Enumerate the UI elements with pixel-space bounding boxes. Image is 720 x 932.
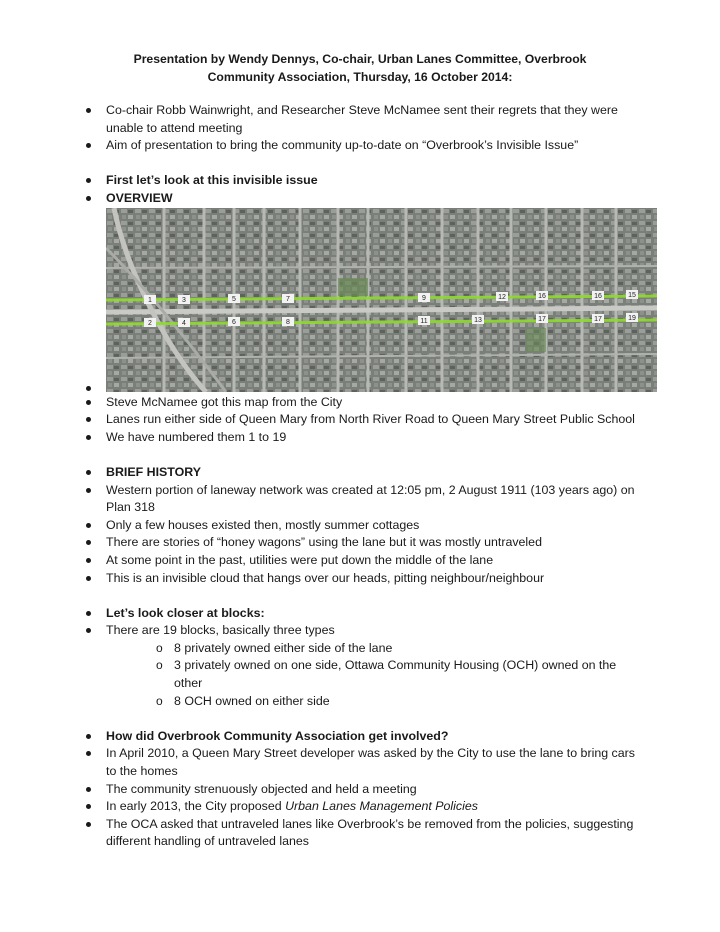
list-item: Steve McNamee got this map from the City <box>86 394 646 412</box>
bullet-icon <box>86 804 91 809</box>
document-title <box>120 51 600 86</box>
policy-title: Urban Lanes Management Policies <box>285 799 478 814</box>
circle-bullet-icon: o <box>156 658 163 673</box>
map-label: 19 <box>628 314 636 322</box>
bullet-icon <box>86 470 91 475</box>
map-label: 12 <box>498 293 506 301</box>
aerial-map-image <box>106 208 657 392</box>
bullet-icon <box>86 143 91 148</box>
map-label: 16 <box>538 292 546 300</box>
bullet-icon <box>86 787 91 792</box>
map-label: 3 <box>182 296 186 304</box>
sub-list-item: o 8 privately owned either side of the lane <box>86 640 646 658</box>
map-label: 13 <box>474 316 482 324</box>
bullet-icon <box>86 540 91 545</box>
map-label: 2 <box>148 319 152 327</box>
bullet-list <box>86 102 646 851</box>
list-item: In early 2013, the City proposed Urban Lanes Management Policies <box>86 798 646 816</box>
section-heading-blocks: Let’s look closer at blocks: <box>86 605 646 623</box>
list-item: Only a few houses existed then, mostly summer cottages <box>86 517 646 535</box>
list-item: There are 19 blocks, basically three types <box>86 622 646 640</box>
title-line-2: Community Association, Thursday, 16 October 2014: <box>207 69 513 84</box>
bullet-icon <box>86 751 91 756</box>
list-item: At some point in the past, utilities were put down the middle of the lane <box>86 552 646 570</box>
section-heading-first-look: First let’s look at this invisible issue <box>86 172 646 190</box>
list-item: We have numbered them 1 to 19 <box>86 429 646 447</box>
bullet-icon <box>86 400 91 405</box>
bullet-icon <box>86 488 91 493</box>
list-item: Lanes run either side of Queen Mary from North River Road to Queen Mary Street Public School <box>86 411 646 429</box>
sub-list-item: o 8 OCH owned on either side <box>86 693 646 711</box>
bullet-icon <box>86 196 91 201</box>
list-item: Co-chair Robb Wainwright, and Researcher Steve McNamee sent their regrets that they were unable to attend meeting <box>86 102 646 137</box>
map-label: 17 <box>594 315 602 323</box>
list-item: The community strenuously objected and held a meeting <box>86 781 646 799</box>
map-label: 11 <box>420 317 428 325</box>
list-item: Western portion of laneway network was created at 12:05 pm, 2 August 1911 (103 years ago) on Plan 318 <box>86 482 646 517</box>
bullet-icon <box>86 734 91 739</box>
list-item: The OCA asked that untraveled lanes like Overbrook’s be removed from the policies, suggesting different handling of untraveled lanes <box>86 816 646 851</box>
map-label: 6 <box>232 318 236 326</box>
bullet-icon <box>86 435 91 440</box>
map-label: 9 <box>422 294 426 302</box>
circle-bullet-icon: o <box>156 640 163 655</box>
bullet-icon <box>86 108 91 113</box>
list-item: In April 2010, a Queen Mary Street developer was asked by the City to use the lane to bring cars to the homes <box>86 745 646 780</box>
bullet-icon <box>86 523 91 528</box>
bullet-icon <box>86 611 91 616</box>
map-label: 4 <box>182 319 186 327</box>
bullet-icon <box>86 576 91 581</box>
map-label: 1 <box>148 296 152 304</box>
sub-list-item: o 3 privately owned on one side, Ottawa Community Housing (OCH) owned on the other <box>156 658 617 691</box>
bullet-icon <box>86 558 91 563</box>
bullet-icon <box>86 628 91 633</box>
title-line-1: Presentation by Wendy Dennys, Co-chair, Urban Lanes Committee, Overbrook <box>133 52 587 66</box>
map-label: 5 <box>232 295 236 303</box>
list-item: There are stories of “honey wagons” using the lane but it was mostly untraveled <box>86 534 646 552</box>
map-list-item <box>86 208 646 394</box>
aerial-map-graphic <box>106 208 657 392</box>
bullet-icon <box>86 178 91 183</box>
map-label: 8 <box>286 318 290 326</box>
bullet-icon <box>86 822 91 827</box>
section-heading-overview: OVERVIEW <box>86 190 646 208</box>
section-heading-oca: How did Overbrook Community Association get involved? <box>86 728 646 746</box>
section-heading-history: BRIEF HISTORY <box>86 464 646 482</box>
bullet-icon <box>86 386 91 391</box>
list-item: This is an invisible cloud that hangs over our heads, pitting neighbour/neighbour <box>86 570 646 588</box>
bullet-icon <box>86 417 91 422</box>
map-label: 15 <box>628 291 636 299</box>
circle-bullet-icon: o <box>156 693 163 708</box>
list-item: Aim of presentation to bring the community up-to-date on “Overbrook’s Invisible Issue” <box>86 137 646 155</box>
map-label: 7 <box>286 295 290 303</box>
map-label: 16 <box>594 292 602 300</box>
map-label: 17 <box>538 315 546 323</box>
